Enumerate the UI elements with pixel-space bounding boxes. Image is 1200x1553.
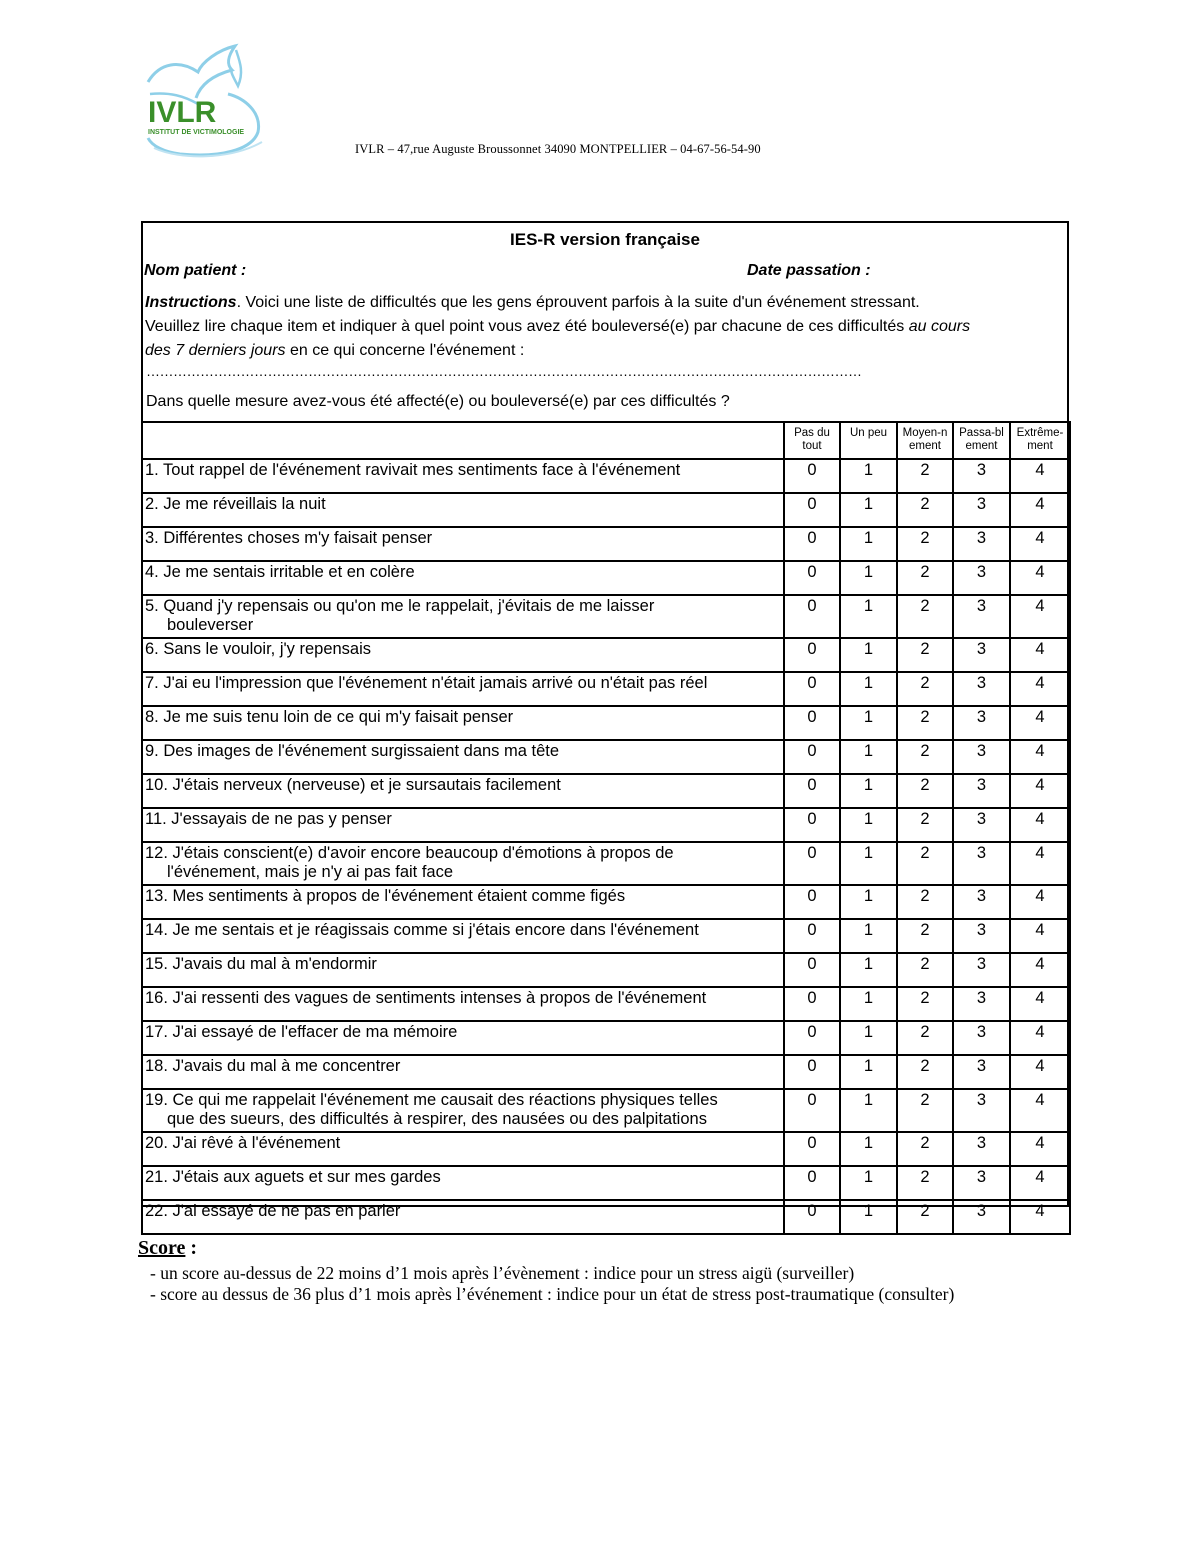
- item-line: 16. J'ai ressenti des vagues de sentiments intenses à propos de l'événement: [145, 989, 707, 1007]
- ivlr-logo: [140, 42, 270, 166]
- score-colon: :: [185, 1237, 198, 1259]
- item-text: [142, 706, 784, 740]
- score-option-0[interactable]: 0: [784, 808, 840, 842]
- score-option-3[interactable]: 3: [953, 740, 1010, 774]
- item-line: 10. J'étais nerveux (nerveuse) et je sursautais facilement: [145, 776, 561, 794]
- table-row: [142, 987, 1070, 1021]
- score-option-4[interactable]: 4: [1010, 459, 1070, 493]
- score-option-1[interactable]: 1: [840, 672, 897, 706]
- score-option-0[interactable]: 0: [784, 987, 840, 1021]
- score-option-1[interactable]: 1: [840, 561, 897, 595]
- score-option-1[interactable]: 1: [840, 740, 897, 774]
- column-header: Pas du tout: [784, 422, 840, 459]
- score-option-4[interactable]: 4: [1010, 527, 1070, 561]
- instructions-text-3: en ce qui concerne l'événement :: [285, 342, 525, 359]
- item-line-continued: bouleverser: [167, 616, 254, 634]
- item-line: 9. Des images de l'événement surgissaient dans ma tête: [145, 742, 560, 760]
- item-text: [142, 1055, 784, 1089]
- score-option-1[interactable]: 1: [840, 527, 897, 561]
- instructions-text-2: Veuillez lire chaque item et indiquer à quel point vous avez été bouleversé(e) par chacune de ces difficultés: [145, 318, 909, 335]
- item-line: 15. J'avais du mal à m'endormir: [145, 955, 377, 973]
- item-line: 20. J'ai rêvé à l'événement: [145, 1134, 341, 1152]
- score-option-3[interactable]: 3: [953, 919, 1010, 953]
- item-line: 22. J'ai essayé de ne pas en parler: [145, 1202, 401, 1220]
- column-header: Extrême-ment: [1010, 422, 1070, 459]
- score-option-3[interactable]: 3: [953, 672, 1010, 706]
- score-note: - un score au-dessus de 22 moins d’1 mois après l’évènement : indice pour un stress aigü (surveiller): [150, 1263, 954, 1284]
- score-title: Score: [138, 1237, 186, 1259]
- score-option-4[interactable]: 4: [1010, 595, 1070, 638]
- score-option-3[interactable]: 3: [953, 1200, 1010, 1234]
- score-option-4[interactable]: 4: [1010, 808, 1070, 842]
- item-text: [142, 1166, 784, 1200]
- score-option-0[interactable]: 0: [784, 527, 840, 561]
- table-row: [142, 493, 1070, 527]
- score-option-2[interactable]: 2: [897, 1021, 953, 1055]
- item-line: 12. J'étais conscient(e) d'avoir encore beaucoup d'émotions à propos de: [145, 844, 674, 862]
- table-row: [142, 561, 1070, 595]
- score-option-2[interactable]: 2: [897, 1055, 953, 1089]
- score-option-1[interactable]: 1: [840, 459, 897, 493]
- instructions-text-1: . Voici une liste de difficultés que les gens éprouvent parfois à la suite d'un événement stressant.: [236, 294, 920, 311]
- item-text: [142, 1200, 784, 1234]
- score-option-4[interactable]: 4: [1010, 1055, 1070, 1089]
- item-line: 6. Sans le vouloir, j'y repensais: [145, 640, 372, 658]
- question-text: Dans quelle mesure avez-vous été affecté(e) ou bouleversé(e) par ces difficultés ?: [146, 393, 730, 410]
- table-row: [142, 774, 1070, 808]
- item-line: 3. Différentes choses m'y faisait penser: [145, 529, 433, 547]
- score-option-4[interactable]: 4: [1010, 493, 1070, 527]
- score-option-1[interactable]: 1: [840, 842, 897, 885]
- item-line-continued: que des sueurs, des difficultés à respirer, des nausées ou des palpitations: [167, 1110, 707, 1128]
- score-heading: [138, 1237, 197, 1260]
- score-option-1[interactable]: 1: [840, 885, 897, 919]
- table-row: [142, 706, 1070, 740]
- item-text: [142, 1132, 784, 1166]
- score-option-2[interactable]: 2: [897, 808, 953, 842]
- score-option-2[interactable]: 2: [897, 561, 953, 595]
- score-option-4[interactable]: 4: [1010, 638, 1070, 672]
- score-option-0[interactable]: 0: [784, 885, 840, 919]
- item-text: [142, 740, 784, 774]
- score-option-4[interactable]: 4: [1010, 774, 1070, 808]
- score-option-3[interactable]: 3: [953, 1055, 1010, 1089]
- ies-r-form: [141, 221, 1069, 1220]
- item-text: [142, 1089, 784, 1132]
- score-option-2[interactable]: 2: [897, 885, 953, 919]
- score-option-3[interactable]: 3: [953, 953, 1010, 987]
- item-line: 18. J'avais du mal à me concentrer: [145, 1057, 401, 1075]
- score-option-3[interactable]: 3: [953, 1021, 1010, 1055]
- score-option-0[interactable]: 0: [784, 595, 840, 638]
- item-line-continued: l'événement, mais je n'y ai pas fait face: [167, 863, 454, 881]
- item-line: 8. Je me suis tenu loin de ce qui m'y faisait penser: [145, 708, 514, 726]
- score-option-4[interactable]: 4: [1010, 561, 1070, 595]
- score-option-2[interactable]: 2: [897, 706, 953, 740]
- score-option-3[interactable]: 3: [953, 885, 1010, 919]
- score-option-3[interactable]: 3: [953, 1089, 1010, 1132]
- item-text: [142, 842, 784, 885]
- score-option-2[interactable]: 2: [897, 987, 953, 1021]
- item-text: [142, 638, 784, 672]
- score-option-1[interactable]: 1: [840, 808, 897, 842]
- score-option-0[interactable]: 0: [784, 1200, 840, 1234]
- score-option-0[interactable]: 0: [784, 1132, 840, 1166]
- item-text: [142, 885, 784, 919]
- score-option-1[interactable]: 1: [840, 706, 897, 740]
- column-header: Passa-bl ement: [953, 422, 1010, 459]
- table-row: [142, 1055, 1070, 1089]
- score-option-3[interactable]: 3: [953, 808, 1010, 842]
- score-notes: [150, 1263, 954, 1305]
- instructions-label: Instructions: [145, 294, 237, 311]
- column-header: Moyen-n ement: [897, 422, 953, 459]
- item-column-header: [142, 422, 784, 459]
- score-option-4[interactable]: 4: [1010, 672, 1070, 706]
- table-row: [142, 953, 1070, 987]
- table-row: [142, 527, 1070, 561]
- score-option-4[interactable]: 4: [1010, 919, 1070, 953]
- score-option-0[interactable]: 0: [784, 953, 840, 987]
- score-option-4[interactable]: 4: [1010, 1089, 1070, 1132]
- item-text: [142, 672, 784, 706]
- instructions: [145, 291, 1065, 363]
- logo-subtitle: INSTITUT DE VICTIMOLOGIE: [148, 129, 245, 136]
- score-option-1[interactable]: 1: [840, 987, 897, 1021]
- score-option-0[interactable]: 0: [784, 919, 840, 953]
- score-option-4[interactable]: 4: [1010, 706, 1070, 740]
- table-row: [142, 1021, 1070, 1055]
- score-option-1[interactable]: 1: [840, 1055, 897, 1089]
- score-option-0[interactable]: 0: [784, 1089, 840, 1132]
- column-header: Un peu: [840, 422, 897, 459]
- item-line: 21. J'étais aux aguets et sur mes gardes: [145, 1168, 441, 1186]
- score-option-1[interactable]: 1: [840, 1200, 897, 1234]
- score-option-2[interactable]: 2: [897, 842, 953, 885]
- score-option-4[interactable]: 4: [1010, 740, 1070, 774]
- item-text: [142, 987, 784, 1021]
- item-text: [142, 774, 784, 808]
- item-text: [142, 919, 784, 953]
- patient-name-label: Nom patient :: [144, 262, 247, 279]
- score-option-2[interactable]: 2: [897, 953, 953, 987]
- score-option-2[interactable]: 2: [897, 595, 953, 638]
- score-option-1[interactable]: 1: [840, 1132, 897, 1166]
- score-option-1[interactable]: 1: [840, 493, 897, 527]
- score-option-2[interactable]: 2: [897, 459, 953, 493]
- item-line: 19. Ce qui me rappelait l'événement me causait des réactions physiques telles: [145, 1091, 718, 1109]
- institute-address: IVLR – 47,rue Auguste Broussonnet 34090 MONTPELLIER – 04-67-56-54-90: [355, 142, 761, 156]
- score-option-3[interactable]: 3: [953, 493, 1010, 527]
- score-option-2[interactable]: 2: [897, 1166, 953, 1200]
- date-label: Date passation :: [747, 262, 871, 279]
- score-option-1[interactable]: 1: [840, 595, 897, 638]
- score-option-0[interactable]: 0: [784, 561, 840, 595]
- table-row: [142, 1132, 1070, 1166]
- item-line: 5. Quand j'y repensais ou qu'on me le rappelait, j'évitais de me laisser: [145, 597, 655, 615]
- score-note: - score au dessus de 36 plus d’1 mois après l’événement : indice pour un état de stress post-traumatique (consulter): [150, 1284, 954, 1305]
- score-option-2[interactable]: 2: [897, 919, 953, 953]
- table-row: [142, 595, 1070, 638]
- logo-wordmark: IVLR: [148, 96, 217, 129]
- score-option-0[interactable]: 0: [784, 672, 840, 706]
- score-option-3[interactable]: 3: [953, 706, 1010, 740]
- score-option-1[interactable]: 1: [840, 953, 897, 987]
- score-option-2[interactable]: 2: [897, 1089, 953, 1132]
- score-option-1[interactable]: 1: [840, 1021, 897, 1055]
- items-table: [141, 421, 1071, 1235]
- score-option-4[interactable]: 4: [1010, 1166, 1070, 1200]
- score-option-0[interactable]: 0: [784, 740, 840, 774]
- score-option-4[interactable]: 4: [1010, 885, 1070, 919]
- score-option-0[interactable]: 0: [784, 774, 840, 808]
- item-line: 4. Je me sentais irritable et en colère: [145, 563, 415, 581]
- score-option-2[interactable]: 2: [897, 638, 953, 672]
- score-option-0[interactable]: 0: [784, 1021, 840, 1055]
- item-line: 2. Je me réveillais la nuit: [145, 495, 326, 513]
- score-option-2[interactable]: 2: [897, 740, 953, 774]
- table-row: [142, 740, 1070, 774]
- table-row: [142, 808, 1070, 842]
- score-option-0[interactable]: 0: [784, 706, 840, 740]
- score-option-3[interactable]: 3: [953, 1166, 1010, 1200]
- item-line: 7. J'ai eu l'impression que l'événement n'était jamais arrivé ou n'était pas réel: [145, 674, 708, 692]
- score-option-2[interactable]: 2: [897, 672, 953, 706]
- score-option-0[interactable]: 0: [784, 842, 840, 885]
- score-option-3[interactable]: 3: [953, 774, 1010, 808]
- table-row: [142, 842, 1070, 885]
- table-row: [142, 1200, 1070, 1234]
- item-text: [142, 493, 784, 527]
- score-option-4[interactable]: 4: [1010, 1132, 1070, 1166]
- score-option-4[interactable]: 4: [1010, 842, 1070, 885]
- item-line: 1. Tout rappel de l'événement ravivait mes sentiments face à l'événement: [145, 461, 681, 479]
- item-text: [142, 1021, 784, 1055]
- score-option-1[interactable]: 1: [840, 1089, 897, 1132]
- instructions-emphasis-2: des 7 derniers jours: [145, 342, 286, 359]
- score-option-4[interactable]: 4: [1010, 953, 1070, 987]
- score-option-0[interactable]: 0: [784, 1166, 840, 1200]
- table-row: [142, 1089, 1070, 1132]
- form-title: IES-R version française: [510, 230, 700, 249]
- score-option-2[interactable]: 2: [897, 1132, 953, 1166]
- score-option-3[interactable]: 3: [953, 842, 1010, 885]
- score-option-0[interactable]: 0: [784, 638, 840, 672]
- event-fill-line: ……………………………………………………………………………………………………………………………………………: [146, 363, 862, 379]
- item-line: 11. J'essayais de ne pas y penser: [145, 810, 392, 828]
- score-option-4[interactable]: 4: [1010, 987, 1070, 1021]
- score-option-3[interactable]: 3: [953, 561, 1010, 595]
- item-text: [142, 595, 784, 638]
- table-row: [142, 1166, 1070, 1200]
- table-row: [142, 672, 1070, 706]
- table-row: [142, 919, 1070, 953]
- score-option-1[interactable]: 1: [840, 774, 897, 808]
- instructions-emphasis-1: au cours: [908, 318, 971, 335]
- item-text: [142, 808, 784, 842]
- score-option-2[interactable]: 2: [897, 774, 953, 808]
- table-row: [142, 459, 1070, 493]
- item-text: [142, 953, 784, 987]
- score-option-1[interactable]: 1: [840, 1166, 897, 1200]
- item-line: 17. J'ai essayé de l'effacer de ma mémoire: [145, 1023, 458, 1041]
- score-option-1[interactable]: 1: [840, 638, 897, 672]
- score-option-0[interactable]: 0: [784, 459, 840, 493]
- item-line: 13. Mes sentiments à propos de l'événement étaient comme figés: [145, 887, 626, 905]
- score-option-2[interactable]: 2: [897, 527, 953, 561]
- score-option-0[interactable]: 0: [784, 493, 840, 527]
- score-option-2[interactable]: 2: [897, 493, 953, 527]
- score-option-2[interactable]: 2: [897, 1200, 953, 1234]
- score-option-3[interactable]: 3: [953, 527, 1010, 561]
- item-text: [142, 561, 784, 595]
- score-option-3[interactable]: 3: [953, 638, 1010, 672]
- score-option-3[interactable]: 3: [953, 459, 1010, 493]
- score-option-0[interactable]: 0: [784, 1055, 840, 1089]
- item-text: [142, 527, 784, 561]
- score-option-3[interactable]: 3: [953, 987, 1010, 1021]
- table-row: [142, 885, 1070, 919]
- score-option-4[interactable]: 4: [1010, 1200, 1070, 1234]
- table-row: [142, 638, 1070, 672]
- score-option-3[interactable]: 3: [953, 1132, 1010, 1166]
- table-header-row: [142, 422, 1070, 459]
- item-line: 14. Je me sentais et je réagissais comme si j'étais encore dans l'événement: [145, 921, 699, 939]
- score-option-4[interactable]: 4: [1010, 1021, 1070, 1055]
- score-option-1[interactable]: 1: [840, 919, 897, 953]
- score-option-3[interactable]: 3: [953, 595, 1010, 638]
- item-text: [142, 459, 784, 493]
